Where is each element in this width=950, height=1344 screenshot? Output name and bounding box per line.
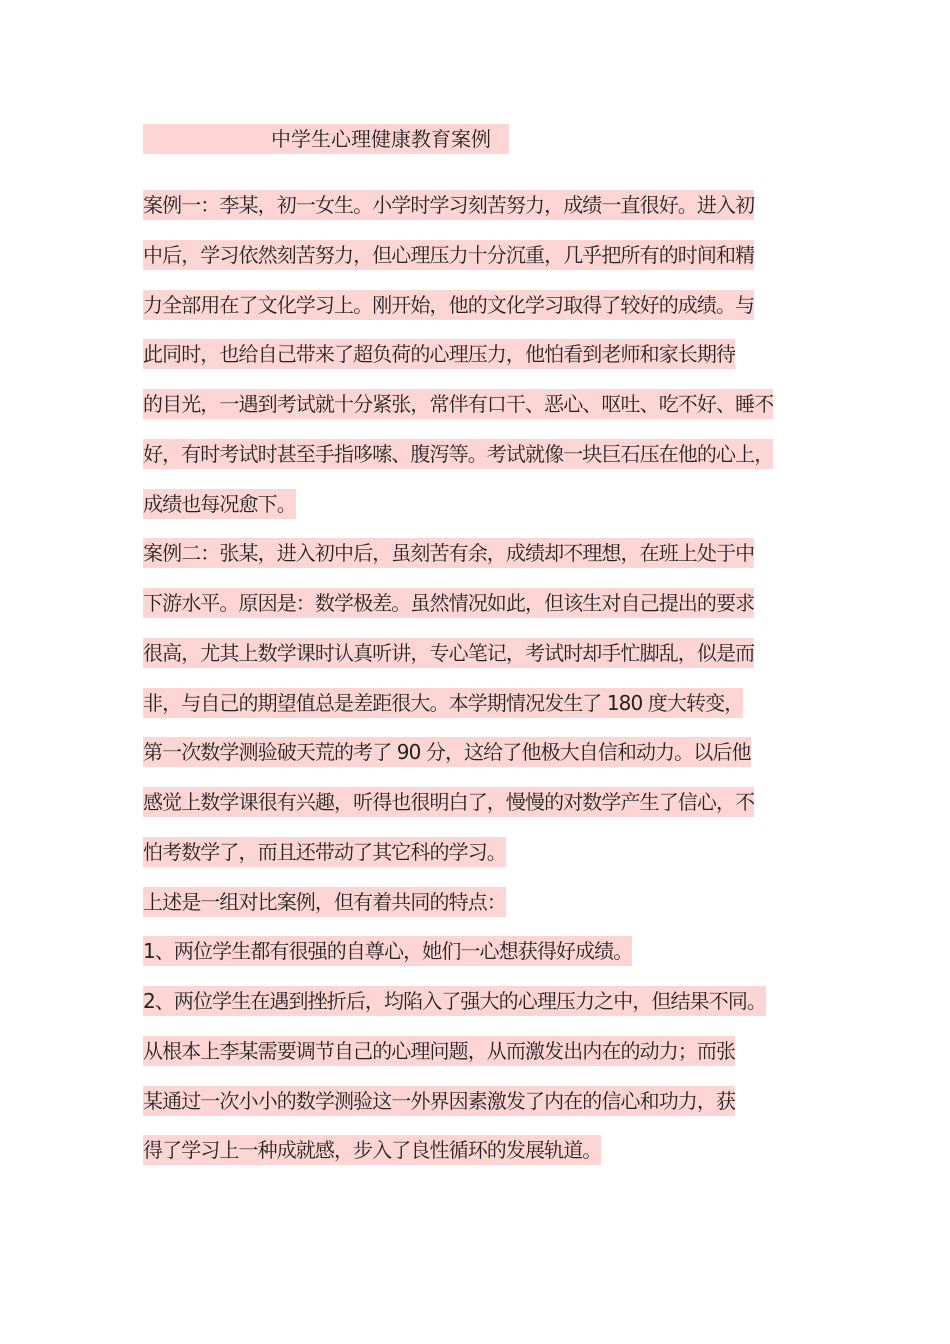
line-text: 1、两位学生都有很强的自尊心，她们一心想获得好成绩。 xyxy=(143,936,632,966)
document-body xyxy=(143,190,843,1185)
line-text: 下游水平。原因是：数学极差。虽然情况如此，但该生对自己提出的要求 xyxy=(143,588,754,618)
line-text: 从根本上李某需要调节自己的心理问题，从而激发出内在的动力；而张 xyxy=(143,1036,735,1066)
text-line xyxy=(143,986,843,1036)
line-text: 得了学习上一种成就感，步入了良性循环的发展轨道。 xyxy=(143,1135,601,1165)
text-line xyxy=(143,936,843,986)
text-line xyxy=(143,638,843,688)
line-text: 案例二：张某，进入初中后，虽刻苦有余，成绩却不理想，在班上处于中 xyxy=(143,538,754,568)
text-line xyxy=(143,240,843,290)
text-line xyxy=(143,389,843,439)
line-text: 第一次数学测验破天荒的考了 90 分，这给了他极大自信和动力。以后他 xyxy=(143,737,751,767)
text-line xyxy=(143,1036,843,1086)
line-text: 的目光，一遇到考试就十分紧张，常伴有口干、恶心、呕吐、吃不好、睡不 xyxy=(143,389,773,419)
line-text: 某通过一次小小的数学测验这一外界因素激发了内在的信心和功力，获 xyxy=(143,1086,735,1116)
text-line xyxy=(143,1086,843,1136)
text-line xyxy=(143,887,843,937)
text-line xyxy=(143,737,843,787)
text-line xyxy=(143,1135,843,1185)
line-text: 力全部用在了文化学习上。刚开始，他的文化学习取得了较好的成绩。与 xyxy=(143,290,754,320)
text-line xyxy=(143,489,843,539)
line-text: 很高，尤其上数学课时认真听讲，专心笔记，考试时却手忙脚乱，似是而 xyxy=(143,638,754,668)
line-text: 好，有时考试时甚至手指哆嗦、腹泻等。考试就像一块巨石压在他的心上， xyxy=(143,439,773,469)
line-text: 上述是一组对比案例，但有着共同的特点： xyxy=(143,887,506,917)
line-text: 此同时，也给自己带来了超负荷的心理压力，他怕看到老师和家长期待 xyxy=(143,339,735,369)
line-text: 案例一：李某，初一女生。小学时学习刻苦努力，成绩一直很好。进入初 xyxy=(143,190,754,220)
title-block xyxy=(143,122,509,154)
line-text: 成绩也每况愈下。 xyxy=(143,489,296,519)
text-line xyxy=(143,538,843,588)
text-line xyxy=(143,787,843,837)
line-text: 2、两位学生在遇到挫折后，均陷入了强大的心理压力之中，但结果不同。 xyxy=(143,986,766,1016)
line-text: 非，与自己的期望值总是差距很大。本学期情况发生了 180 度大转变， xyxy=(143,688,743,718)
text-line xyxy=(143,339,843,389)
line-text: 感觉上数学课很有兴趣，听得也很明白了，慢慢的对数学产生了信心，不 xyxy=(143,787,754,817)
text-line xyxy=(143,190,843,240)
text-line xyxy=(143,837,843,887)
text-line xyxy=(143,688,843,738)
text-line xyxy=(143,588,843,638)
text-line xyxy=(143,290,843,340)
document-title: 中学生心理健康教育案例 xyxy=(271,127,491,151)
line-text: 中后，学习依然刻苦努力，但心理压力十分沉重，几乎把所有的时间和精 xyxy=(143,240,754,270)
text-line xyxy=(143,439,843,489)
line-text: 怕考数学了，而且还带动了其它科的学习。 xyxy=(143,837,506,867)
